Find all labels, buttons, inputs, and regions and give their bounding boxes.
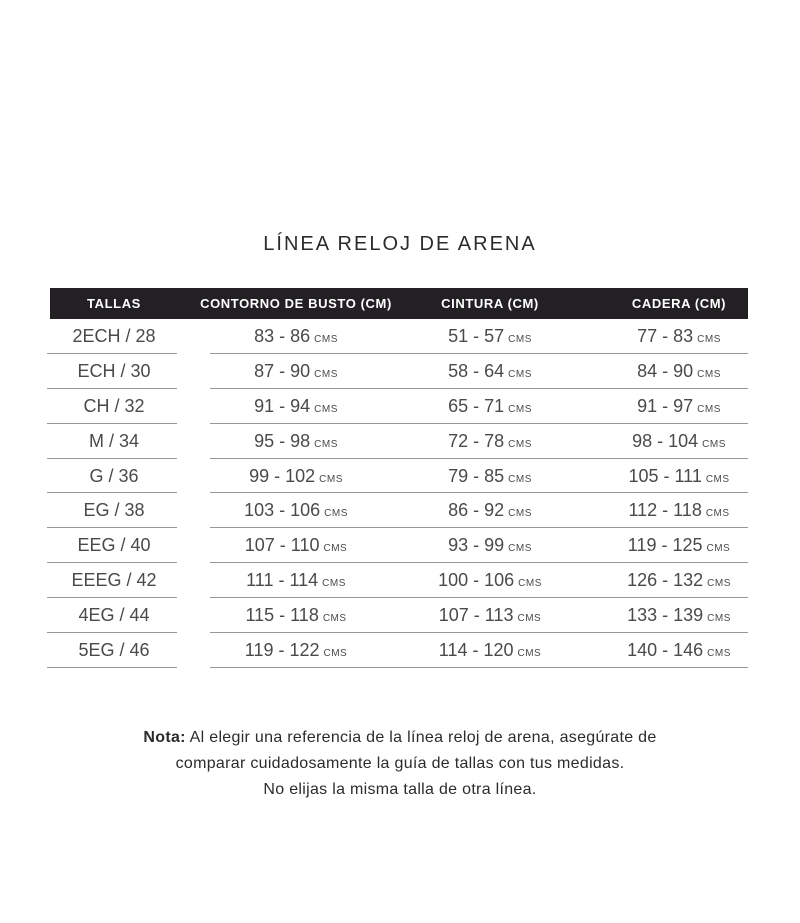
cadera-value: 77 - 83 xyxy=(637,325,694,346)
cell-cintura xyxy=(414,466,566,487)
cell-talla: ECH / 30 xyxy=(77,360,151,381)
unit-label: CMS xyxy=(517,613,542,625)
table-row xyxy=(50,354,748,389)
cell-cadera xyxy=(566,466,748,487)
cintura-value: 100 - 106 xyxy=(438,570,515,591)
unit-label: CMS xyxy=(508,403,532,415)
cell-busto xyxy=(178,570,414,591)
unit-label: CMS xyxy=(517,647,542,659)
unit-label: CMS xyxy=(508,333,532,345)
header-cell-tallas: TALLAS xyxy=(87,296,141,311)
cell-talla: EEG / 40 xyxy=(77,535,151,556)
cell-cadera xyxy=(566,361,748,382)
unit-label: CMS xyxy=(705,508,730,520)
table-row xyxy=(50,319,748,354)
unit-label: CMS xyxy=(508,473,532,485)
cell-talla: EEEG / 42 xyxy=(71,570,157,591)
cell-cintura xyxy=(414,535,566,556)
table-row xyxy=(50,424,748,459)
cintura-value: 65 - 71 xyxy=(448,395,505,416)
size-table xyxy=(50,288,748,668)
unit-label: CMS xyxy=(707,647,731,659)
cell-cintura xyxy=(414,640,566,661)
cintura-value: 79 - 85 xyxy=(448,465,505,486)
cell-busto xyxy=(178,535,414,556)
cell-busto xyxy=(178,640,414,661)
note-text-1: Al elegir una referencia de la línea reloj de arena, asegúrate de xyxy=(189,729,657,746)
cell-talla: M / 34 xyxy=(88,430,140,451)
cell-busto xyxy=(178,396,414,417)
unit-label: CMS xyxy=(702,438,726,450)
cell-busto xyxy=(178,605,414,626)
unit-label: CMS xyxy=(508,508,532,520)
cadera-value: 105 - 111 xyxy=(628,465,702,486)
unit-label: CMS xyxy=(508,368,532,380)
header-cell-busto: CONTORNO DE BUSTO (CM) xyxy=(200,296,392,311)
cell-busto xyxy=(178,361,414,382)
cell-cadera xyxy=(566,605,748,626)
cell-cadera xyxy=(566,431,748,452)
cell-cintura xyxy=(414,605,566,626)
cintura-value: 58 - 64 xyxy=(448,360,505,381)
cell-talla: EG / 38 xyxy=(83,500,145,521)
table-row xyxy=(50,598,748,633)
cintura-value: 107 - 113 xyxy=(438,605,514,626)
cell-talla: CH / 32 xyxy=(83,395,145,416)
cintura-value: 93 - 99 xyxy=(448,535,505,556)
cadera-value: 98 - 104 xyxy=(632,430,699,451)
table-row xyxy=(50,493,748,528)
busto-value: 111 - 114 xyxy=(246,570,319,591)
unit-label: CMS xyxy=(706,543,731,555)
table-header-row xyxy=(50,288,748,319)
busto-value: 103 - 106 xyxy=(244,500,321,521)
unit-label: CMS xyxy=(697,368,721,380)
table-row xyxy=(50,528,748,563)
cell-talla: 4EG / 44 xyxy=(78,605,150,626)
cadera-value: 140 - 146 xyxy=(627,639,704,660)
cell-cintura xyxy=(414,570,566,591)
busto-value: 87 - 90 xyxy=(254,360,311,381)
cell-cintura xyxy=(414,326,566,347)
unit-label: CMS xyxy=(319,473,343,485)
unit-label: CMS xyxy=(508,543,532,555)
cell-cadera xyxy=(566,570,748,591)
header-cell-cadera: CADERA (CM) xyxy=(631,296,727,311)
unit-label: CMS xyxy=(322,613,347,625)
unit-label: CMS xyxy=(314,368,338,380)
cell-cadera xyxy=(566,535,748,556)
unit-label: CMS xyxy=(324,508,348,520)
cell-busto xyxy=(178,500,414,521)
note-label: Nota: xyxy=(143,729,186,746)
table-row xyxy=(50,389,748,424)
cell-talla: 2ECH / 28 xyxy=(72,325,156,346)
unit-label: CMS xyxy=(314,438,338,450)
header-cell-cintura: CINTURA (CM) xyxy=(441,296,539,311)
table-row xyxy=(50,633,748,668)
unit-label: CMS xyxy=(518,578,542,590)
unit-label: CMS xyxy=(707,578,731,590)
cintura-value: 72 - 78 xyxy=(448,430,505,451)
cadera-value: 112 - 118 xyxy=(628,500,702,521)
cadera-value: 119 - 125 xyxy=(627,535,703,556)
unit-label: CMS xyxy=(322,578,346,590)
cintura-value: 86 - 92 xyxy=(448,500,505,521)
busto-value: 83 - 86 xyxy=(254,325,311,346)
unit-label: CMS xyxy=(323,543,348,555)
cell-cadera xyxy=(566,640,748,661)
cell-cadera xyxy=(566,396,748,417)
unit-label: CMS xyxy=(323,647,348,659)
cadera-value: 84 - 90 xyxy=(637,360,694,381)
cell-cadera xyxy=(566,500,748,521)
unit-label: CMS xyxy=(707,613,731,625)
unit-label: CMS xyxy=(697,403,721,415)
unit-label: CMS xyxy=(508,438,532,450)
unit-label: CMS xyxy=(705,473,730,485)
note-line-1 xyxy=(0,725,800,751)
note-line-3: No elijas la misma talla de otra línea. xyxy=(263,781,537,798)
size-chart-title: LÍNEA RELOJ DE ARENA xyxy=(263,233,537,255)
cell-cintura xyxy=(414,396,566,417)
busto-value: 99 - 102 xyxy=(249,465,316,486)
cadera-value: 91 - 97 xyxy=(637,395,694,416)
cell-busto xyxy=(178,326,414,347)
cadera-value: 133 - 139 xyxy=(627,605,704,626)
cell-cintura xyxy=(414,500,566,521)
cell-cintura xyxy=(414,431,566,452)
table-row xyxy=(50,459,748,494)
busto-value: 115 - 118 xyxy=(245,605,319,626)
cell-talla: G / 36 xyxy=(89,465,139,486)
busto-value: 119 - 122 xyxy=(244,639,320,660)
busto-value: 91 - 94 xyxy=(254,395,311,416)
unit-label: CMS xyxy=(697,333,721,345)
unit-label: CMS xyxy=(314,403,338,415)
note-line-2: comparar cuidadosamente la guía de tallas con tus medidas. xyxy=(175,755,625,772)
cell-talla: 5EG / 46 xyxy=(78,639,150,660)
cintura-value: 114 - 120 xyxy=(438,639,514,660)
cell-cadera xyxy=(566,326,748,347)
table-row xyxy=(50,563,748,598)
unit-label: CMS xyxy=(314,333,338,345)
cell-busto xyxy=(178,466,414,487)
cadera-value: 126 - 132 xyxy=(627,570,704,591)
cell-cintura xyxy=(414,361,566,382)
busto-value: 107 - 110 xyxy=(244,535,320,556)
size-table-body xyxy=(50,319,748,668)
cintura-value: 51 - 57 xyxy=(448,325,505,346)
note xyxy=(0,725,800,803)
busto-value: 95 - 98 xyxy=(254,430,311,451)
cell-busto xyxy=(178,431,414,452)
